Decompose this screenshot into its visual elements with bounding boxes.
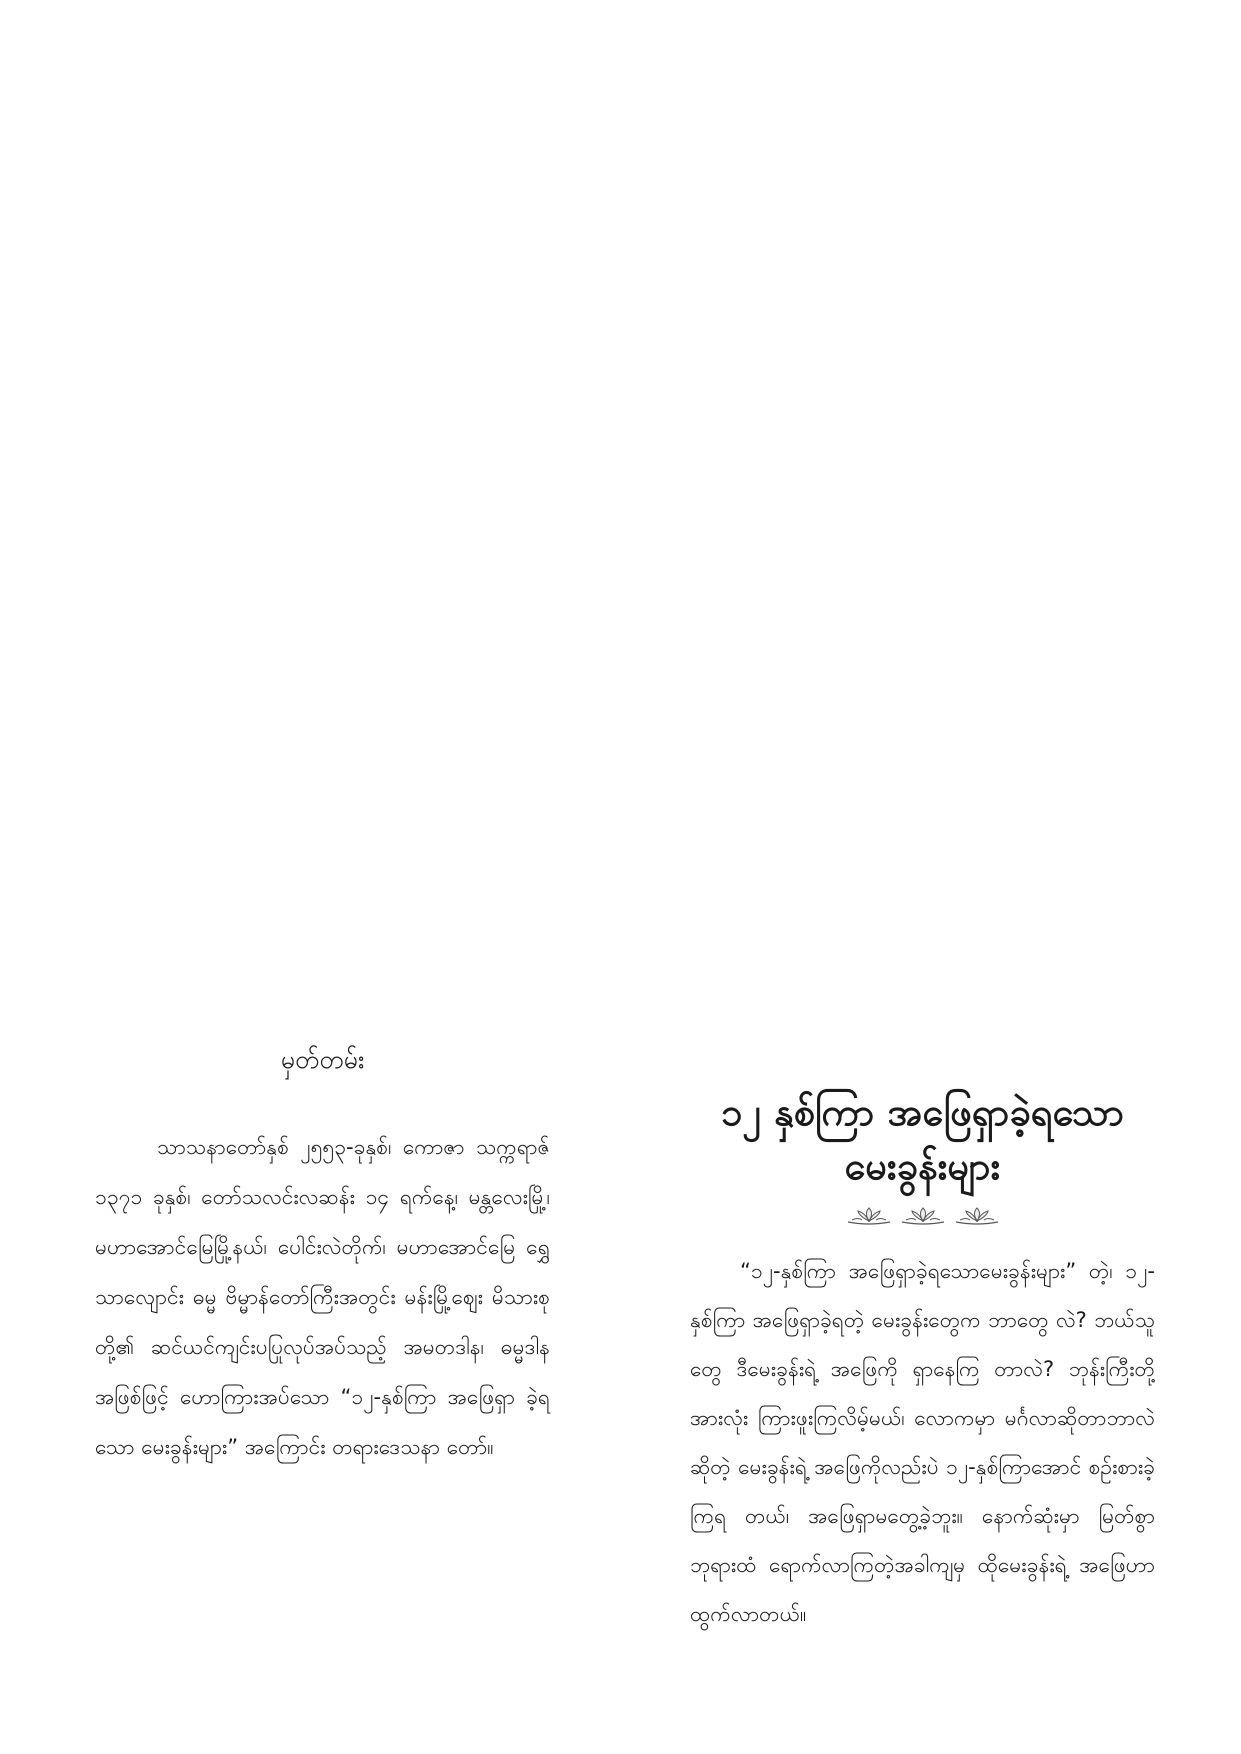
left-column [95,1040,550,1472]
sermon-intro-paragraph: “၁၂-နှစ်ကြာ အဖြေရှာခဲ့ရသောမေးခွန်းများ” တဲ့၊ ၁၂-နှစ်ကြာ အဖြေရှာခဲ့ရတဲ့ မေးခွန်းတွေက ဘာတွေ လဲ? ဘယ်သူတွေ ဒီမေးခွန်းရဲ့ အဖြေကို ရှာနေကြ တာလဲ? ဘုန်းကြီးတို့အားလုံး ကြားဖူးကြလိမ့်မယ်၊ လောကမှာ မင်္ဂလာဆိုတာဘာလဲ ဆိုတဲ့ မေးခွန်းရဲ့ အဖြေကိုလည်းပဲ ၁၂-နှစ်ကြာအောင် စဉ်းစားခဲ့ကြရ တယ်၊ အဖြေရှာမတွေ့ခဲ့ဘူး။ နောက်ဆုံးမှာ မြတ်စွာ ဘုရားထံ ရောက်လာကြတဲ့အခါကျမှ ထိုမေးခွန်းရဲ့ အဖြေဟာ ထွက်လာတယ်။ [690,1259,1155,1626]
right-column [690,1085,1155,1639]
record-heading: မှတ်တမ်း [280,1045,365,1074]
lotus-ornament-icon [690,1207,1155,1229]
lotus-ornament-icon [900,1207,946,1225]
sermon-title [690,1085,1155,1193]
sermon-title-line-2: မေးခွန်းများ [844,1144,1001,1188]
sermon-title-line-1: ၁၂ နှစ်ကြာ အဖြေရှာခဲ့ရသော [720,1090,1125,1134]
record-paragraph: သာသနာတော်နှစ် ၂၅၅၃-ခုနှစ်၊ ကောဇာ သက္ကရာဇ် ၁၃၇၁ ခုနှစ်၊ တော်သလင်းလဆန်း ၁၄ ရက်နေ့၊ မန္တလေးမြို့၊ မဟာအောင်မြေမြို့နယ်၊ ပေါင်းလဲတိုက်၊ မဟာအောင်မြေ ရွှေသာလျောင်း ဓမ္မ ဗိမ္မာန်တော်ကြီးအတွင်း မန်းမြို့ဈေး မိသားစု တို့၏ ဆင်ယင်ကျင်းပပြုလုပ်အပ်သည့် အမတဒါန၊ ဓမ္မဒါန အဖြစ်ဖြင့် ဟောကြားအပ်သော “၁၂-နှစ်ကြာ အဖြေရှာ ခဲ့ရသော မေးခွန်းများ” အကြောင်း တရားဒေသနာ တော်။ [95,1135,550,1459]
lotus-ornament-icon [954,1207,1000,1225]
lotus-ornament-icon [846,1207,892,1225]
